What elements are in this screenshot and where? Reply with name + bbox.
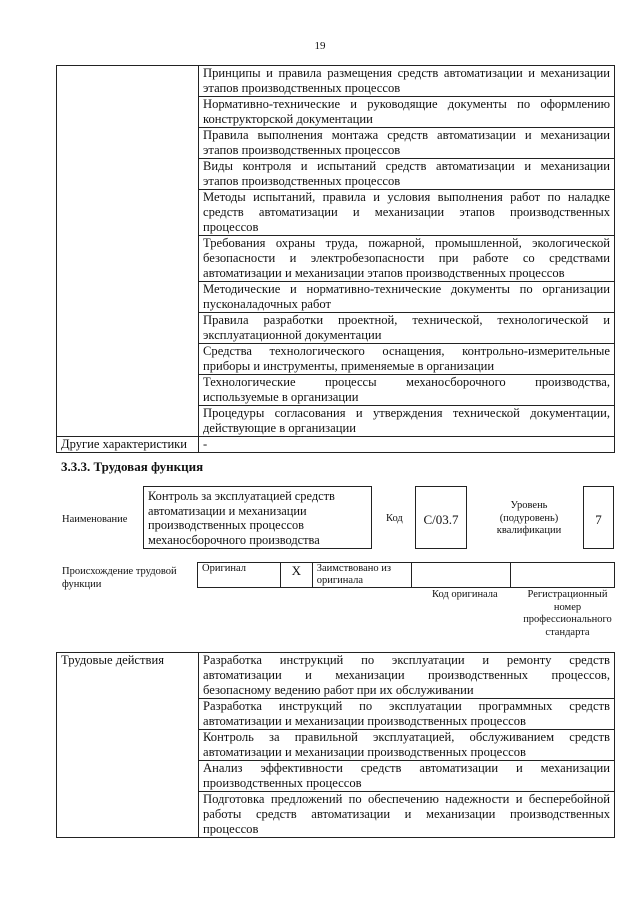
other-characteristics-value: - (199, 437, 615, 453)
reg-number-cell (511, 563, 615, 588)
table-row (57, 653, 615, 699)
name-label: Наименование (62, 514, 128, 525)
original-mark-cell: X (280, 563, 312, 588)
table-cell: Процедуры согласования и утверждения технической документации, действующие в организации (199, 406, 615, 437)
table-cell: Подготовка предложений по обеспечению надежности и бесперебойной работы средств автоматизации и механизации производственных процессов (199, 792, 615, 838)
table-cell: Правила выполнения монтажа средств автоматизации и механизации этапов производственных процессов (199, 128, 615, 159)
table-cell: Нормативно-технические и руководящие документы по оформлению конструкторской документации (199, 97, 615, 128)
code-value-box: С/03.7 (415, 486, 467, 549)
origin-table (197, 562, 615, 588)
table-cell: Виды контроля и испытаний средств автоматизации и механизации этапов производственных процессов (199, 159, 615, 190)
table-cell: Принципы и правила размещения средств автоматизации и механизации этапов производственных процессов (199, 66, 615, 97)
table-row (57, 66, 615, 97)
original-code-cell (412, 563, 511, 588)
knowledge-label-cell (57, 66, 199, 437)
page-number: 19 (314, 40, 326, 52)
labor-actions-label: Трудовые действия (57, 653, 199, 838)
table-cell: Анализ эффективности средств автоматизации и механизации производственных процессов (199, 761, 615, 792)
labor-actions-table (56, 652, 615, 838)
table-cell: Технологические процессы механосборочного производства, используемые в организации (199, 375, 615, 406)
qualification-level-label: Уровень (подуровень) квалификации (496, 500, 562, 536)
table-cell: Контроль за правильной эксплуатацией, обслуживанием средств автоматизации и механизации производственных процессов (199, 730, 615, 761)
section-heading: 3.3.3. Трудовая функция (61, 459, 204, 474)
knowledge-table (56, 65, 615, 453)
function-name-box: Контроль за эксплуатацией средств автоматизации и механизации производственных процессов механосборочного производства (143, 486, 372, 549)
code-original-label: Код оригинала (432, 589, 498, 600)
other-characteristics-label: Другие характеристики (57, 437, 199, 453)
table-cell: Разработка инструкций по эксплуатации программных средств автоматизации и механизации производственных процессов (199, 699, 615, 730)
qualification-level-value: 7 (583, 486, 614, 549)
origin-label: Происхождение трудовой функции (62, 566, 177, 590)
table-cell: Правила разработки проектной, технической, технологической и эксплуатационной документации (199, 313, 615, 344)
table-cell: Методы испытаний, правила и условия выполнения работ по наладке средств автоматизации и механизации этапов производственных процессов (199, 190, 615, 236)
table-row (198, 563, 615, 588)
table-cell: Требования охраны труда, пожарной, промышленной, экологической безопасности и электробезопасности при работе со средствами автоматизации и механизации этапов производственных процессов (199, 236, 615, 282)
code-label: Код (386, 513, 403, 524)
table-cell: Методические и нормативно-технические документы по организации пусконаладочных работ (199, 282, 615, 313)
original-label-cell: Оригинал (198, 563, 281, 588)
table-row (57, 437, 615, 453)
reg-number-label: Регистрационный номер профессионального стандарта (523, 589, 612, 638)
table-cell: Средства технологического оснащения, контрольно-измерительные приборы и инструменты, применяемые в организации (199, 344, 615, 375)
table-cell: Разработка инструкций по эксплуатации и ремонту средств автоматизации и механизации производственных процессов, безопасному ведению работ при их обслуживании (199, 653, 615, 699)
borrowed-cell: Заимствовано из оригинала (312, 563, 411, 588)
